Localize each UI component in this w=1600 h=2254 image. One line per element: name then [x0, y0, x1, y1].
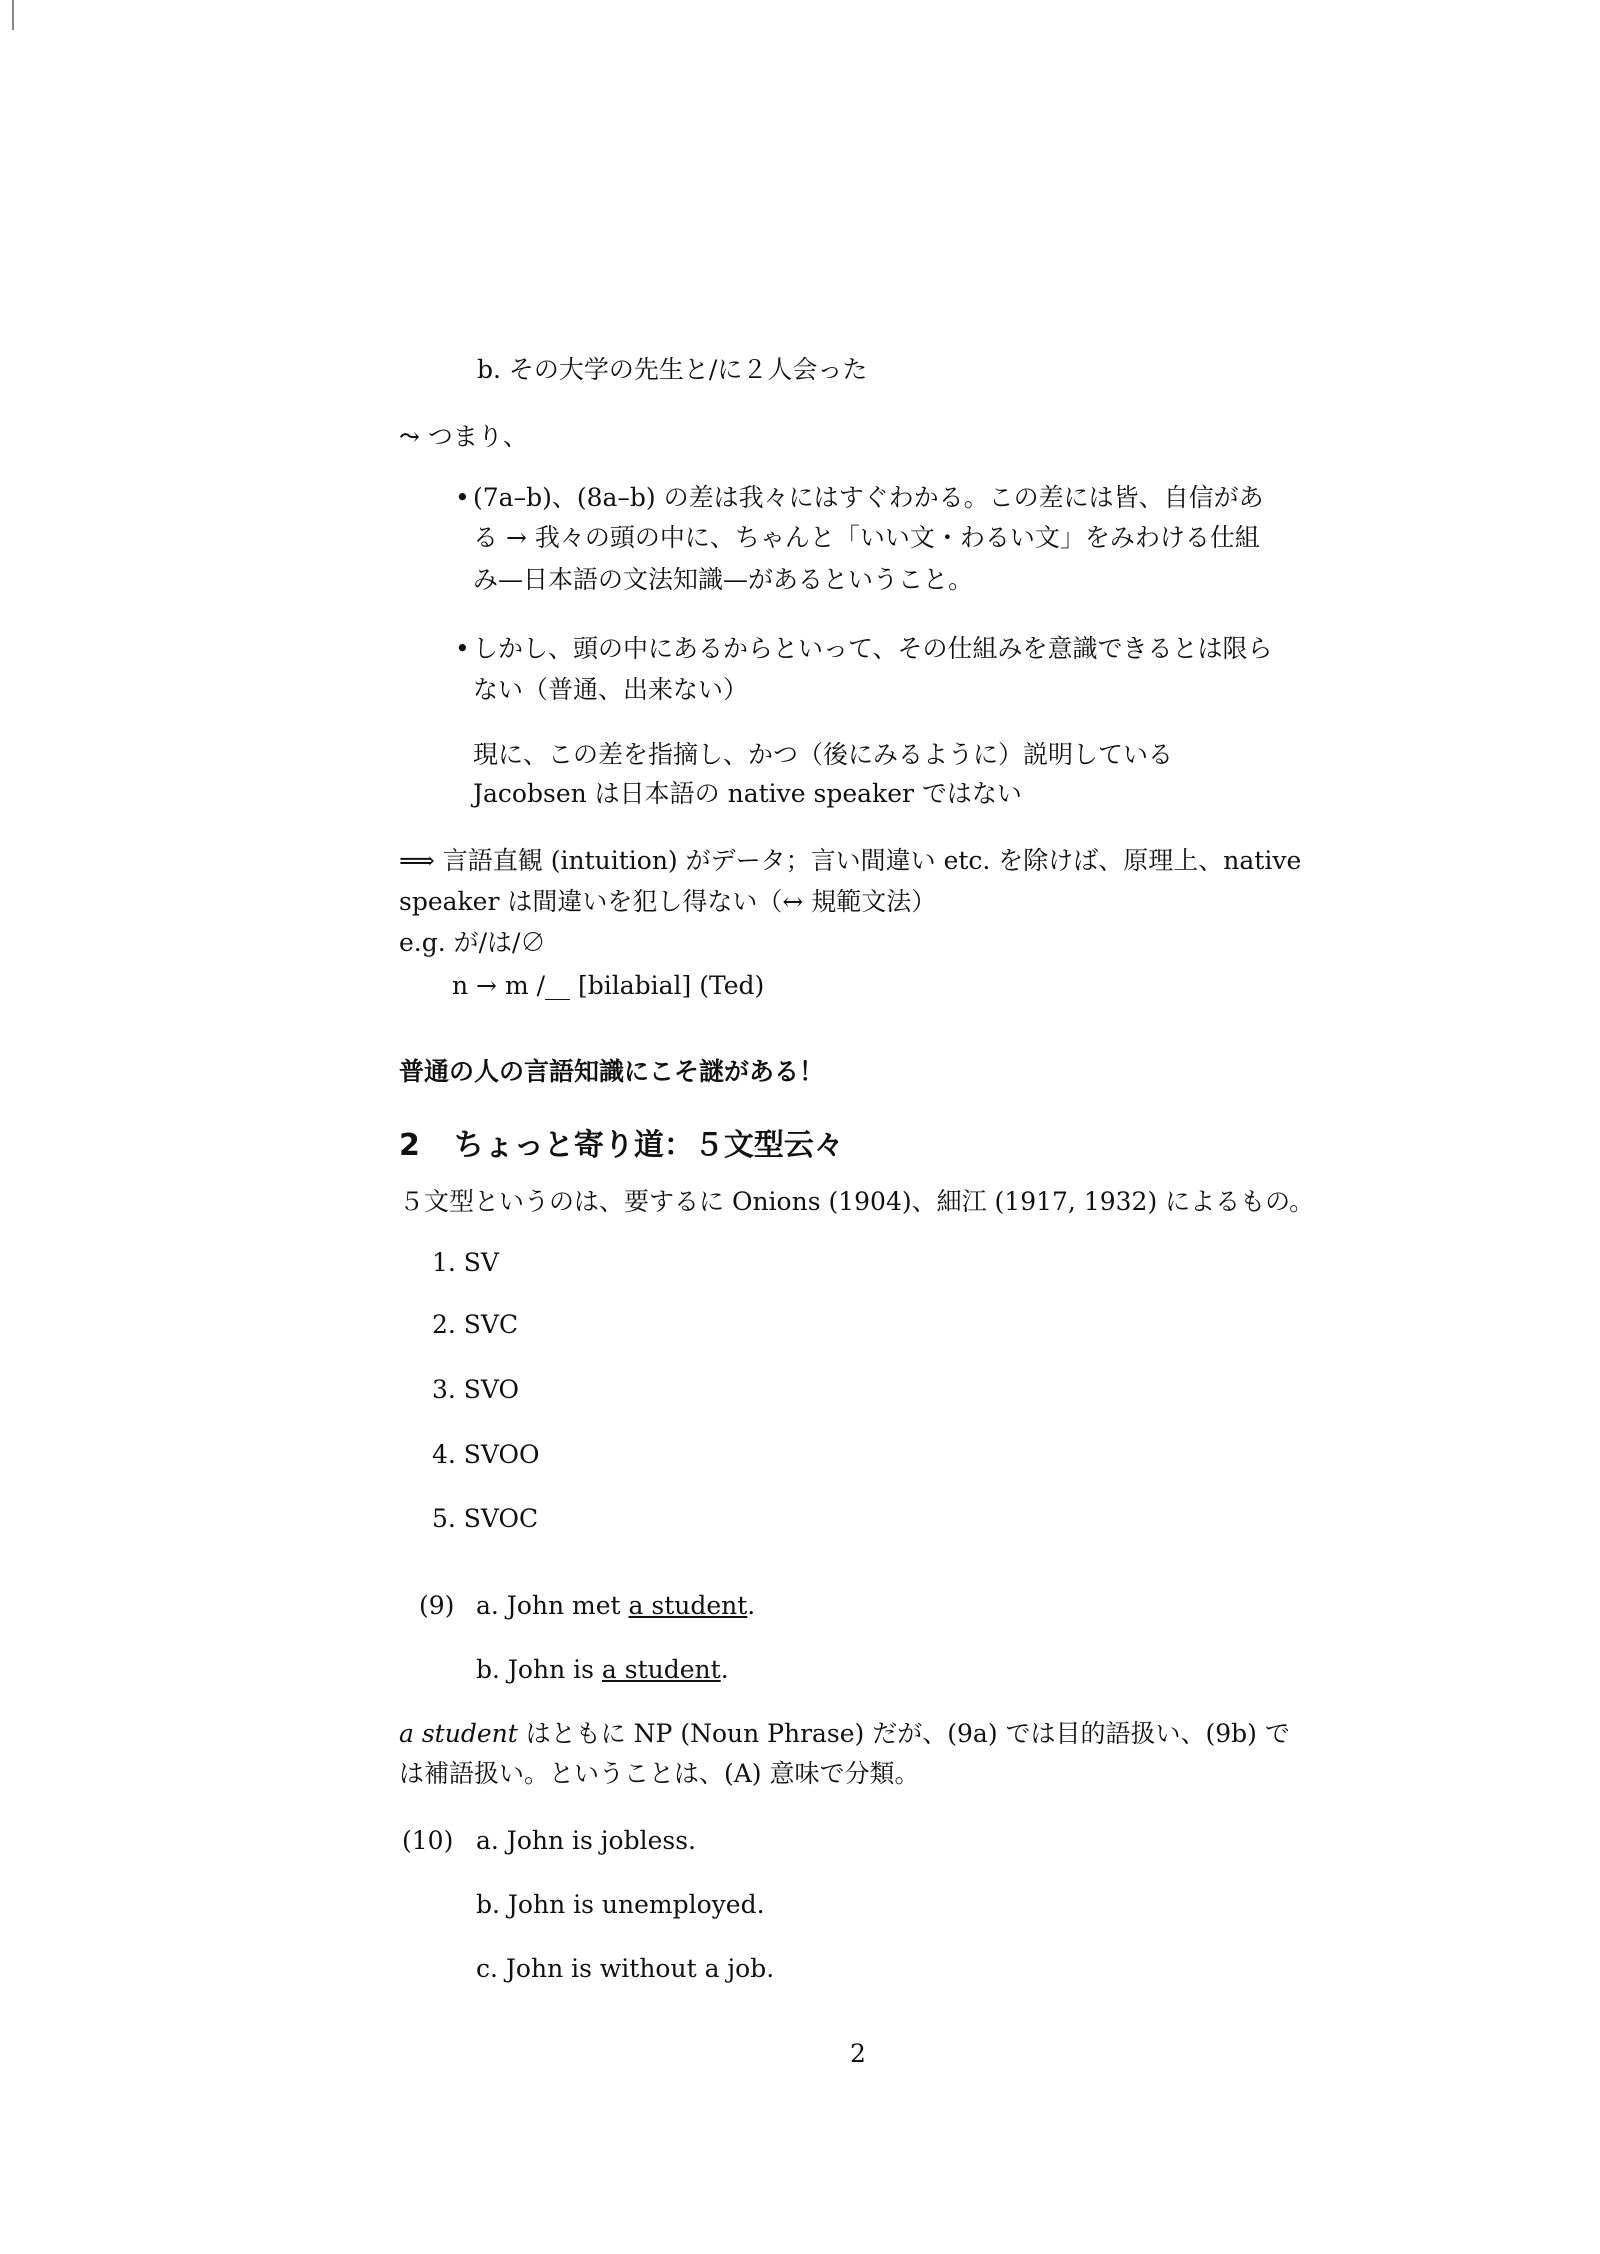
implies-line: ⟹ 言語直観 (intuition) がデータ；言い間違い etc. を除けば、原理上、native [399, 846, 1302, 875]
pattern-item: 5. SVOC [432, 1504, 539, 1533]
example-8b: b. その大学の先生と/に２人会った [477, 355, 868, 384]
pattern-item: 1. SV [432, 1248, 499, 1277]
bullet1-line: (7a–b)、(8a–b) の差は我々にはすぐわかる。この差には皆、自信があ [473, 483, 1264, 512]
pattern-item: 2. SVC [432, 1310, 519, 1339]
intro: ５文型というのは、要するに Onions (1904)、細江 (1917, 1932) によるもの。 [399, 1187, 1315, 1216]
bullet2-line: しかし、頭の中にあるからといって、その仕組みを意識できるとは限ら [473, 634, 1273, 663]
example-number: (9) [419, 1591, 455, 1620]
example-10a: a. John is jobless. [476, 1826, 696, 1855]
implies-line: speaker は間違いを犯し得ない（↔ 規範文法） [399, 887, 937, 916]
scan-mark [12, 0, 14, 30]
section-heading [399, 1130, 844, 1162]
indent-para-line: Jacobsen は日本語の native speaker ではない [473, 779, 1022, 808]
section-number: 2 [399, 1128, 420, 1163]
example-10c: c. John is without a job. [476, 1954, 775, 1983]
para-line: a student はともに NP (Noun Phrase) だが、(9a) では目的語扱い、(9b) で [399, 1719, 1290, 1748]
para-line: は補語扱い。ということは、(A) 意味で分類。 [399, 1759, 920, 1788]
eg-line: e.g. が/は/∅ [399, 928, 546, 957]
example-9b: b. John is a student. [476, 1655, 729, 1684]
bold-claim: 普通の人の言語知識にこそ謎がある！ [399, 1057, 825, 1086]
example-10b: b. John is unemployed. [476, 1890, 765, 1919]
section-title: ちょっと寄り道：５文型云々 [453, 1128, 844, 1163]
example-9a: a. John met a student. [476, 1591, 756, 1620]
bullet1-line: る → 我々の頭の中に、ちゃんと「いい文・わるい文」をみわける仕組 [473, 523, 1260, 552]
bullet-icon: • [455, 483, 470, 512]
page-number: 2 [850, 2039, 866, 2068]
bullet1-line: み—日本語の文法知識—があるということ。 [473, 565, 974, 594]
bullet-icon: • [455, 634, 470, 663]
bullet2-line: ない（普通、出来ない） [473, 675, 749, 704]
rule-line: n → m /__ [bilabial] (Ted) [452, 971, 765, 1000]
tsumari: ⤳ つまり、 [399, 422, 528, 451]
pattern-item: 3. SVO [432, 1375, 520, 1404]
pattern-item: 4. SVOO [432, 1440, 540, 1469]
example-number: (10) [402, 1826, 454, 1855]
indent-para-line: 現に、この差を指摘し、かつ（後にみるように）説明している [473, 740, 1174, 769]
